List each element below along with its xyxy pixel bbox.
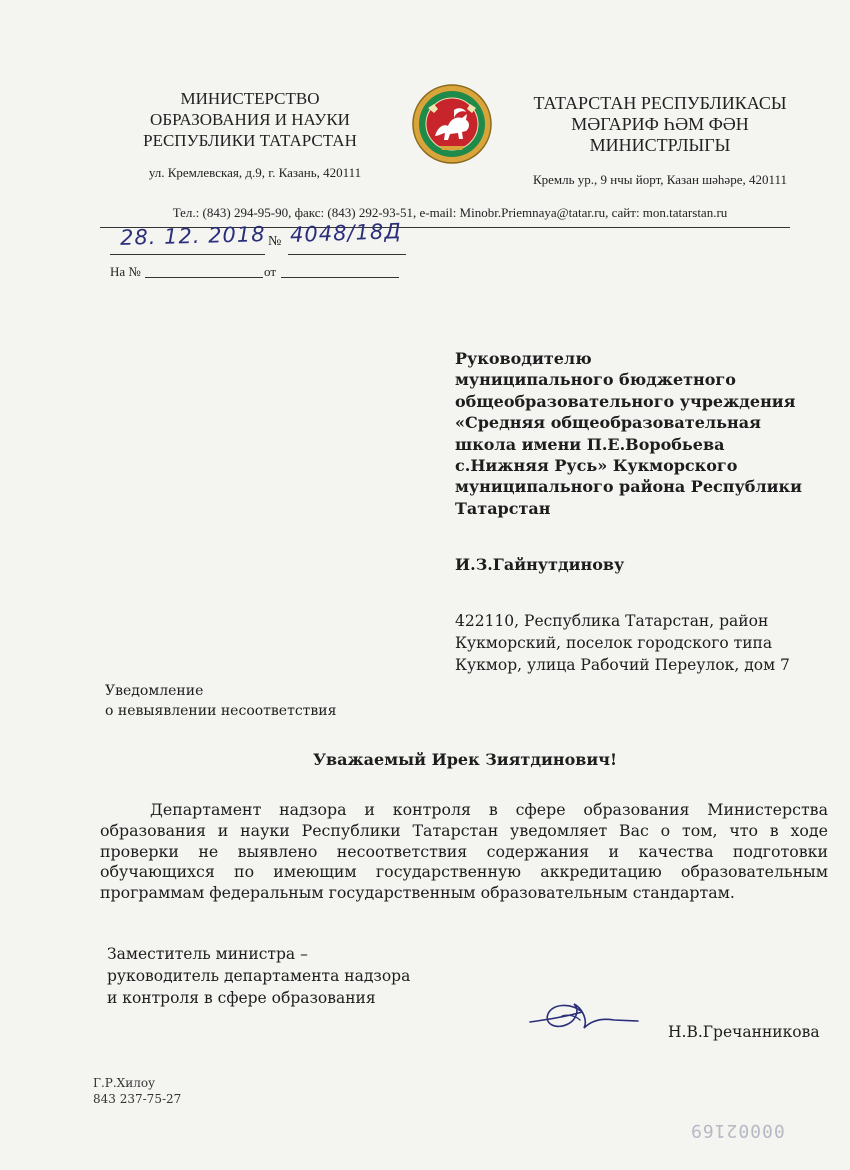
reply-number-underline [145, 277, 263, 278]
title-line: руководитель департамента надзора [107, 967, 411, 985]
title-line: и контроля в сфере образования [107, 989, 376, 1007]
form-serial-number: 00002169 [690, 1120, 785, 1141]
org-line: ОБРАЗОВАНИЯ И НАУКИ [150, 110, 350, 129]
number-symbol: № [268, 234, 282, 249]
ministry-address-russian: ул. Кремлевская, д.9, г. Казань, 420111 [148, 165, 362, 180]
recipient-line: Руководителю [455, 349, 592, 368]
reply-from-label: от [264, 264, 277, 279]
recipient-line: муниципального бюджетного [455, 370, 736, 390]
recipient-line: общеобразовательного учреждения [455, 391, 796, 411]
reply-date-underline [281, 277, 399, 278]
ministry-name-russian [120, 88, 380, 151]
org-line: МИНИСТЕРСТВО [180, 89, 320, 108]
address-line: 422110, Республика Татарстан, район [455, 612, 769, 630]
subject-line: о невыявлении несоответствия [105, 703, 337, 719]
executor-phone: 843 237-75-27 [93, 1092, 182, 1106]
recipient-line: с.Нижняя Русь» Кукморского [455, 456, 738, 476]
letter-body: Департамент надзора и контроля в сфере образования Министерства образования и науки Республики Татарстан уведомляет Вас о том, что в ходе проверки не выявлено несоответствия содержания и качества подготовки обучающихся по имеющим государственную аккредитацию образовательным программам федеральным государственным образовательным стандартам. [100, 800, 828, 903]
salutation: Уважаемый Ирек Зиятдинович! [313, 750, 617, 769]
signatory-name: Н.В.Гречанникова [668, 1023, 820, 1041]
title-line: Заместитель министра – [107, 945, 308, 963]
recipient-name: И.З.Гайнутдинову [455, 555, 625, 574]
ministry-address-tatar: Кремль ур., 9 нчы йорт, Казан шәһәре, 420111 [532, 172, 788, 187]
registration-number: 4048/18Д [289, 219, 403, 247]
subject-line: Уведомление [105, 683, 204, 699]
org-line: РЕСПУБЛИКИ ТАТАРСТАН [143, 131, 357, 150]
recipient-line: муниципального района Республики [455, 477, 802, 497]
signatory-title [107, 943, 410, 1009]
recipient-line: «Средняя общеобразовательная [455, 413, 761, 433]
executor-block [93, 1075, 181, 1107]
ministry-name-tatar [505, 93, 815, 156]
document-subject [105, 681, 336, 721]
recipient-block [455, 348, 815, 519]
registration-date: 28. 12. 2018 [119, 222, 266, 250]
address-line: Кукморский, поселок городского типа [455, 634, 773, 652]
org-line: ТАТАРСТАН РЕСПУБЛИКАСЫ [533, 93, 787, 113]
reply-to-number-label: На № [110, 264, 141, 279]
executor-name: Г.Р.Хилоу [93, 1076, 156, 1090]
org-line: МИНИСТРЛЫГЫ [589, 135, 731, 155]
date-underline [110, 254, 265, 255]
org-line: МӘГАРИФ ҺӘМ ФӘН [571, 114, 749, 134]
recipient-line: Татарстан [455, 498, 551, 518]
address-line: Кукмор, улица Рабочий Переулок, дом 7 [455, 656, 790, 674]
recipient-line: школа имени П.Е.Воробьева [455, 434, 725, 454]
number-underline [288, 254, 406, 255]
recipient-address [455, 610, 815, 676]
contact-line: Тел.: (843) 294-95-90, факс: (843) 292-93-51, e-mail: Minobr.Priemnaya@tatar.ru, сайт: mon.tatarstan.ru [172, 205, 728, 220]
handwritten-signature [522, 990, 642, 1050]
tatarstan-emblem-icon [410, 82, 494, 166]
